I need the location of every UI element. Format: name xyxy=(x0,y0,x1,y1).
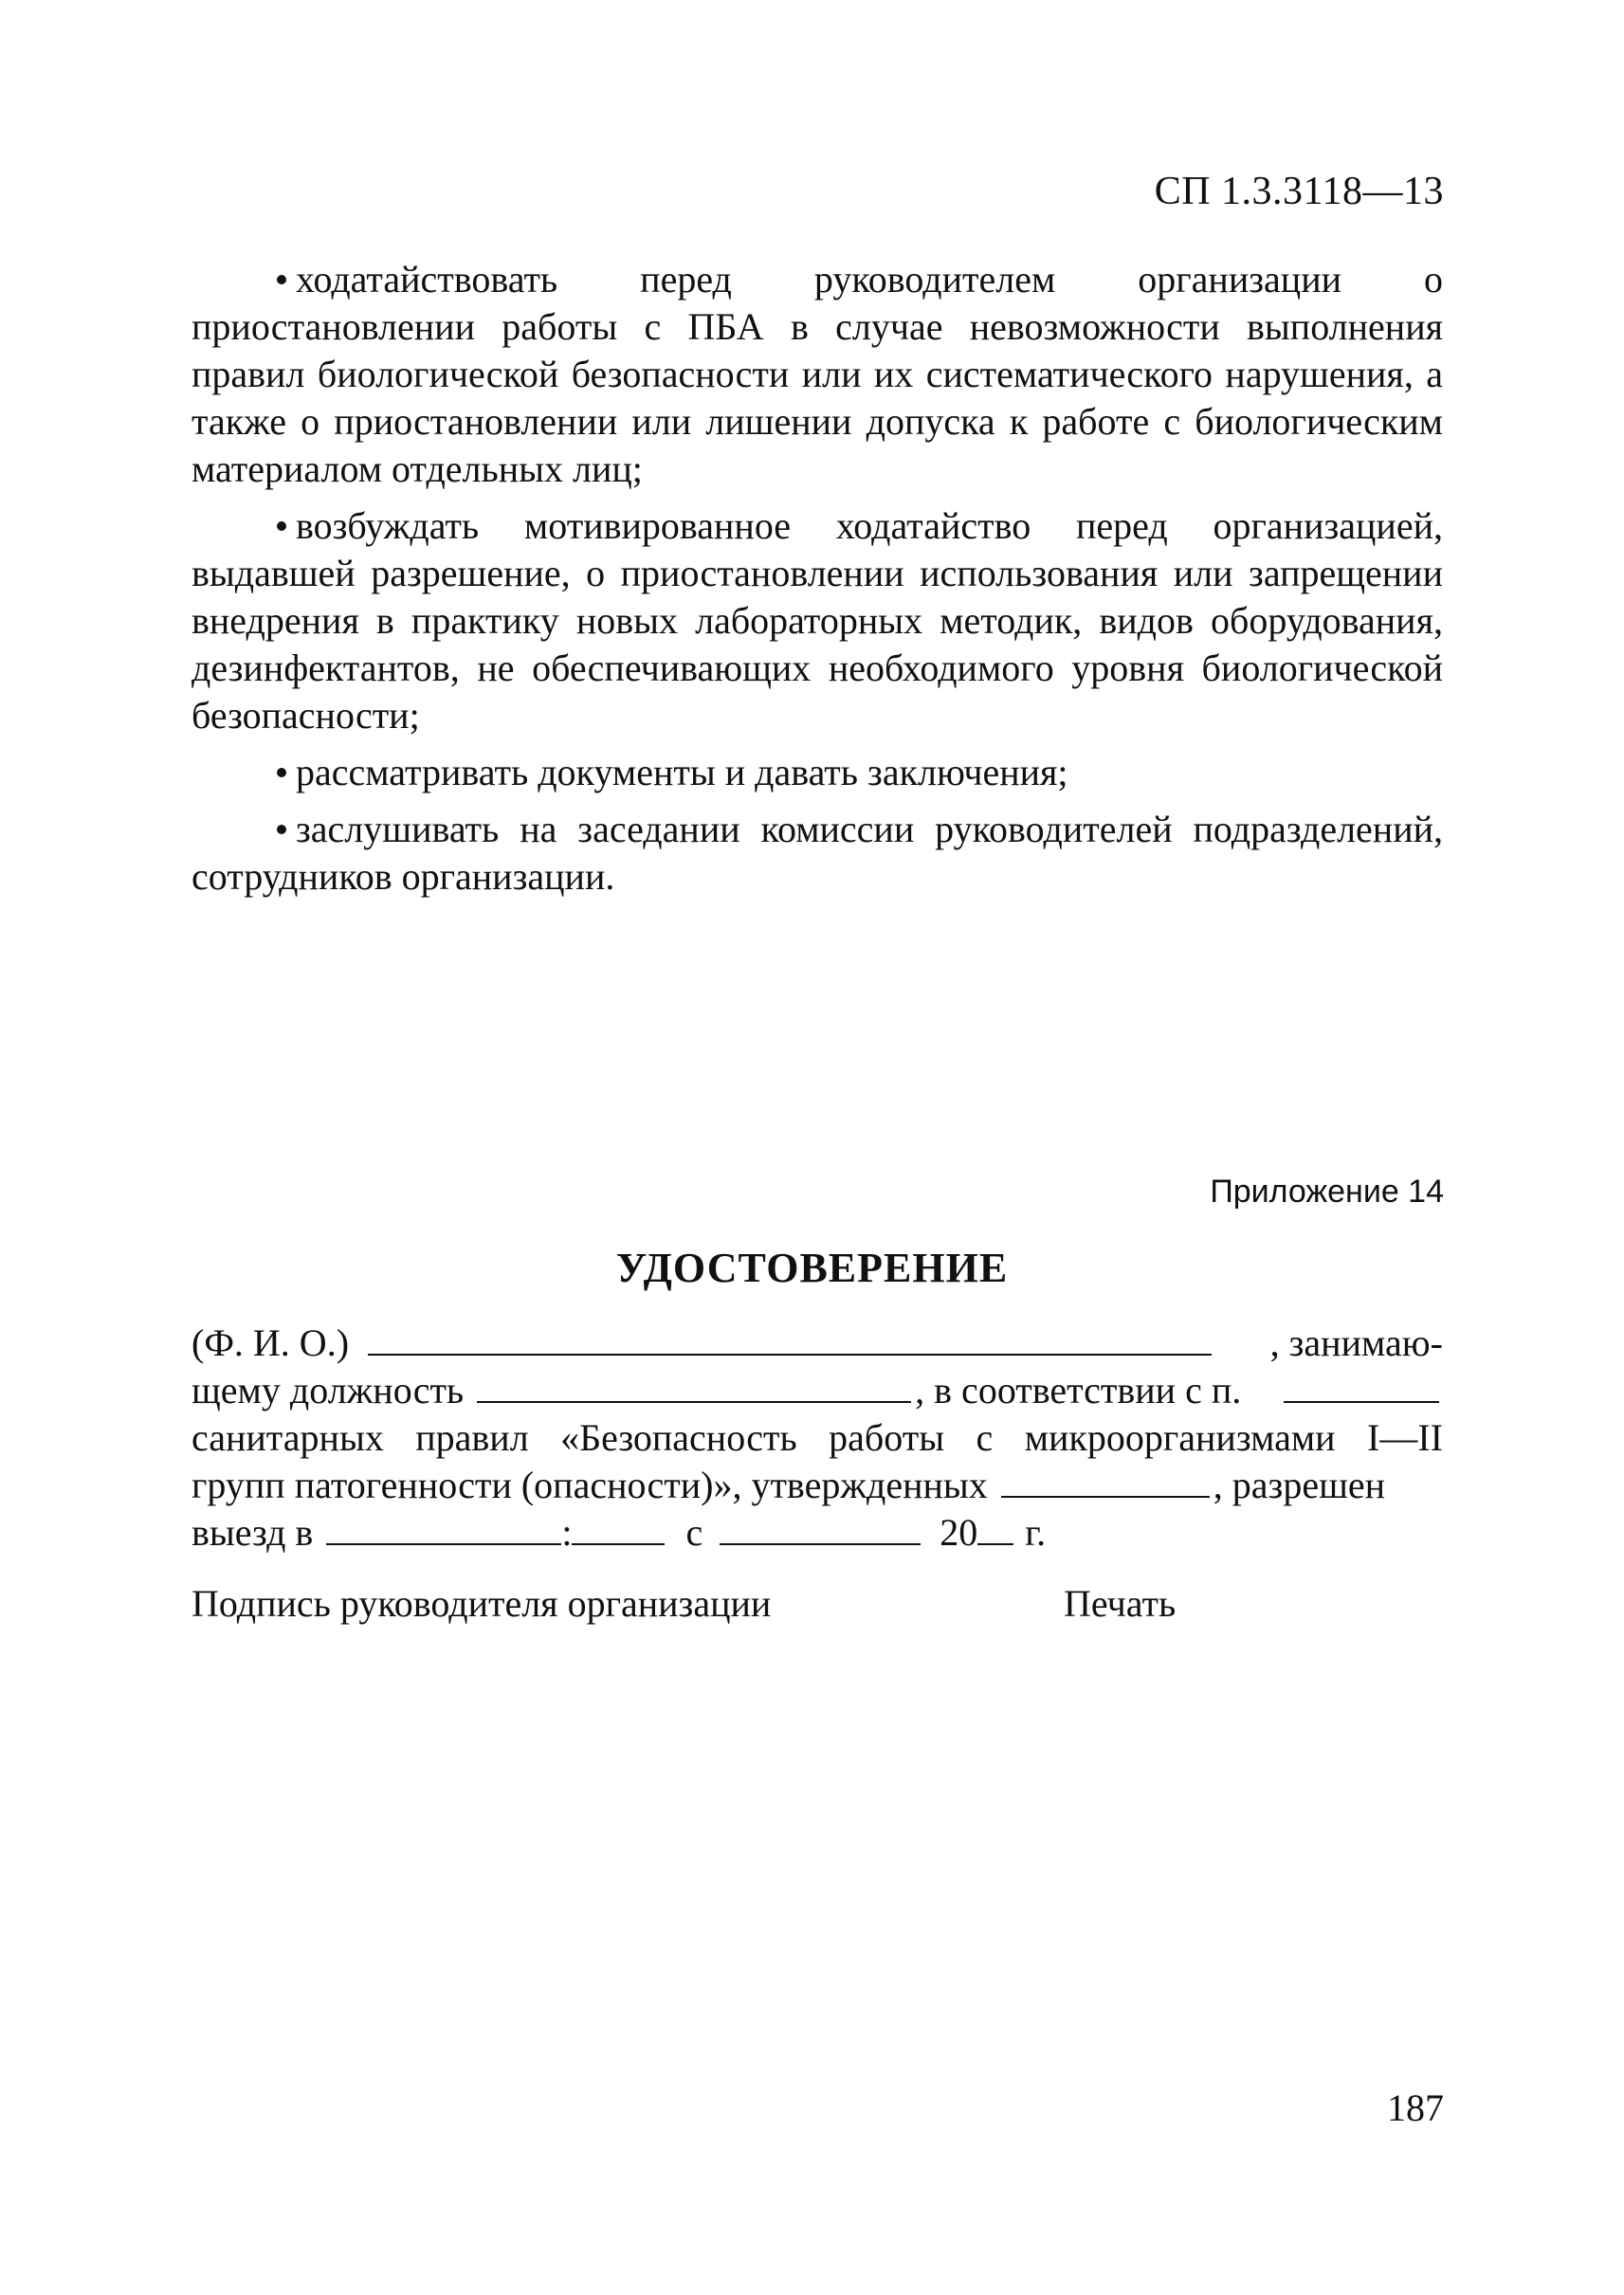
fio-field[interactable] xyxy=(368,1320,1212,1356)
approved-text: групп патогенности (опасности)», утвержденных xyxy=(192,1464,988,1506)
accordance-text: , в соответствии с п. xyxy=(915,1369,1242,1412)
bullet-text: заслушивать на заседании комиссии руководителей подразделений, сотрудников организации. xyxy=(192,808,1443,898)
bullet-icon xyxy=(277,768,286,777)
bullet-item-3 xyxy=(192,749,1443,796)
form-line-1 xyxy=(192,1320,1443,1367)
bullet-icon xyxy=(277,275,286,284)
bullet-item-2 xyxy=(192,502,1443,739)
stamp-label: Печать xyxy=(1064,1582,1177,1625)
certificate-title: УДОСТОВЕРЕНИЕ xyxy=(615,1245,1009,1291)
trip-date-field[interactable] xyxy=(720,1509,921,1545)
occupying-text: , занимаю- xyxy=(1269,1321,1443,1364)
certificate-form xyxy=(192,1320,1443,1557)
year-field[interactable] xyxy=(977,1509,1013,1545)
trip-colon: : xyxy=(561,1511,573,1554)
bullet-item-4 xyxy=(192,806,1443,901)
form-line-3: санитарных правил «Безопасность работы с микроорганизмами I—II xyxy=(192,1416,1443,1459)
bullet-text: рассматривать документы и давать заключения; xyxy=(296,751,1068,793)
signature-label: Подпись руководителя организации xyxy=(192,1582,772,1625)
bullet-text: возбуждать мотивированное ходатайство перед организацией, выдавшей разрешение, о приостановлении использования или запрещении внедрения в практику новых лабораторных методик, видов оборудования, дезинфектантов, не обеспечивающих необходимого уровня биологической безопасности; xyxy=(192,504,1443,737)
bullet-list xyxy=(192,256,1443,910)
clause-field[interactable] xyxy=(1284,1367,1439,1403)
trip-from-label: с xyxy=(685,1511,703,1554)
form-line-2 xyxy=(192,1367,1443,1414)
form-line-5 xyxy=(192,1509,1443,1557)
trip-destination-field[interactable] xyxy=(326,1509,561,1545)
permitted-text: , разрешен xyxy=(1213,1464,1386,1506)
year-suffix: г. xyxy=(1025,1511,1047,1554)
form-line-4 xyxy=(192,1462,1443,1509)
year-prefix: 20 xyxy=(940,1511,978,1554)
trip-duration-field[interactable] xyxy=(572,1509,665,1545)
bullet-item-1 xyxy=(192,256,1443,493)
bullet-icon xyxy=(277,521,286,531)
approved-field[interactable] xyxy=(1001,1462,1210,1498)
trip-label: выезд в xyxy=(192,1511,314,1554)
appendix-label: Приложение 14 xyxy=(1210,1174,1444,1210)
position-field[interactable] xyxy=(477,1367,911,1403)
bullet-text: ходатайствовать перед руководителем организации о приостановлении работы с ПБА в случае невозможности выполнения правил биологической безопасности или их систематического нарушения, а также о приостановлении или лишении допуска к работе с биологическим материалом отдельных лиц; xyxy=(192,258,1443,490)
position-label: щему должность xyxy=(192,1369,465,1412)
bullet-icon xyxy=(277,825,286,834)
page-number: 187 xyxy=(1387,2086,1444,2129)
document-code: СП 1.3.3118—13 xyxy=(1154,170,1444,213)
fio-label: (Ф. И. О.) xyxy=(192,1321,350,1364)
